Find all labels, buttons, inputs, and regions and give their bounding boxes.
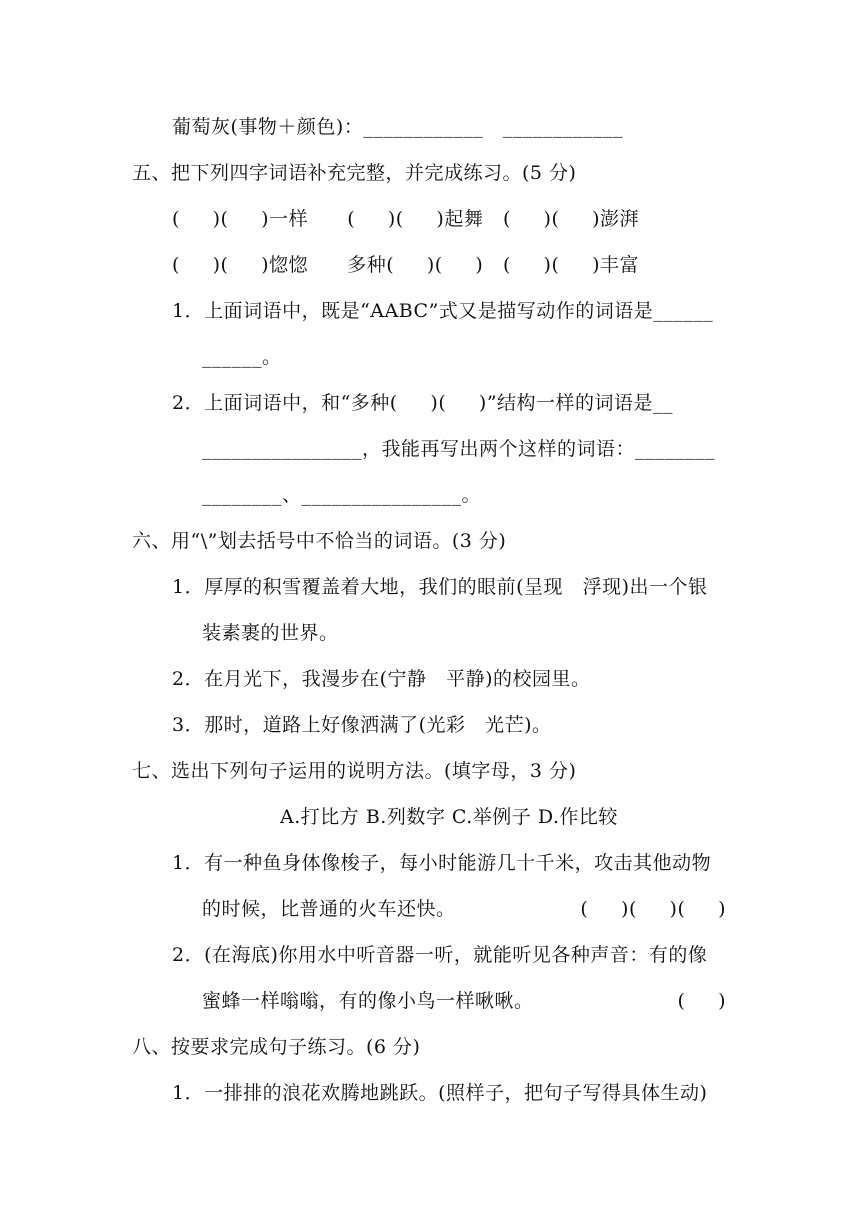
question-6-3: 3．那时，道路上好像洒满了(光彩 光芒)。 <box>172 714 552 736</box>
question-7-1: 1．有一种鱼身体像梭子，每小时能游几十千米，攻击其他动物 <box>172 852 712 874</box>
line-grape-gray: 葡萄灰(事物＋颜色)：____________ ____________ <box>172 116 623 138</box>
question-5-2-cont: ________________，我能再写出两个这样的词语：________ <box>202 438 716 460</box>
question-7-1-cont: 的时候，比普通的火车还快。 <box>202 898 456 920</box>
section-5-title: 五、把下列四字词语补充完整，并完成练习。(5 分) <box>132 162 577 184</box>
section-8-title: 八、按要求完成句子练习。(6 分) <box>132 1036 421 1058</box>
question-5-1-cont: ______。 <box>202 346 282 368</box>
idiom-row-2: ( )( )惚惚 多种( )( ) ( )( )丰富 <box>172 254 639 276</box>
question-7-2: 2．(在海底)你用水中听音器一听，就能听见各种声音：有的像 <box>172 944 708 966</box>
question-8-1: 1．一排排的浪花欢腾地跳跃。(照样子，把句子写得具体生动) <box>172 1082 708 1104</box>
question-5-2: 2．上面词语中，和“多种( )( )”结构一样的词语是__ <box>172 392 674 414</box>
idiom-row-1: ( )( )一样 ( )( )起舞 ( )( )澎湃 <box>172 208 639 230</box>
question-6-1: 1．厚厚的积雪覆盖着大地，我们的眼前(呈现 浮现)出一个银 <box>172 576 708 598</box>
question-6-1-cont: 装素裹的世界。 <box>202 622 339 644</box>
question-5-2-cont2: ________、________________。 <box>202 484 482 506</box>
answer-brackets-7-1: ( )( )( ) <box>580 898 726 920</box>
section-7-title: 七、选出下列句子运用的说明方法。(填字母，3 分) <box>132 760 577 782</box>
question-5-1: 1．上面词语中，既是“AABC”式又是描写动作的词语是______ <box>172 300 714 322</box>
method-options: A.打比方 B.列数字 C.举例子 D.作比较 <box>280 806 618 828</box>
question-6-2: 2．在月光下，我漫步在(宁静 平静)的校园里。 <box>172 668 591 690</box>
section-6-title: 六、用“\”划去括号中不恰当的词语。(3 分) <box>132 530 507 552</box>
answer-brackets-7-2: ( ) <box>677 990 726 1012</box>
question-7-2-cont: 蜜蜂一样嗡嗡，有的像小鸟一样啾啾。 <box>202 990 534 1012</box>
